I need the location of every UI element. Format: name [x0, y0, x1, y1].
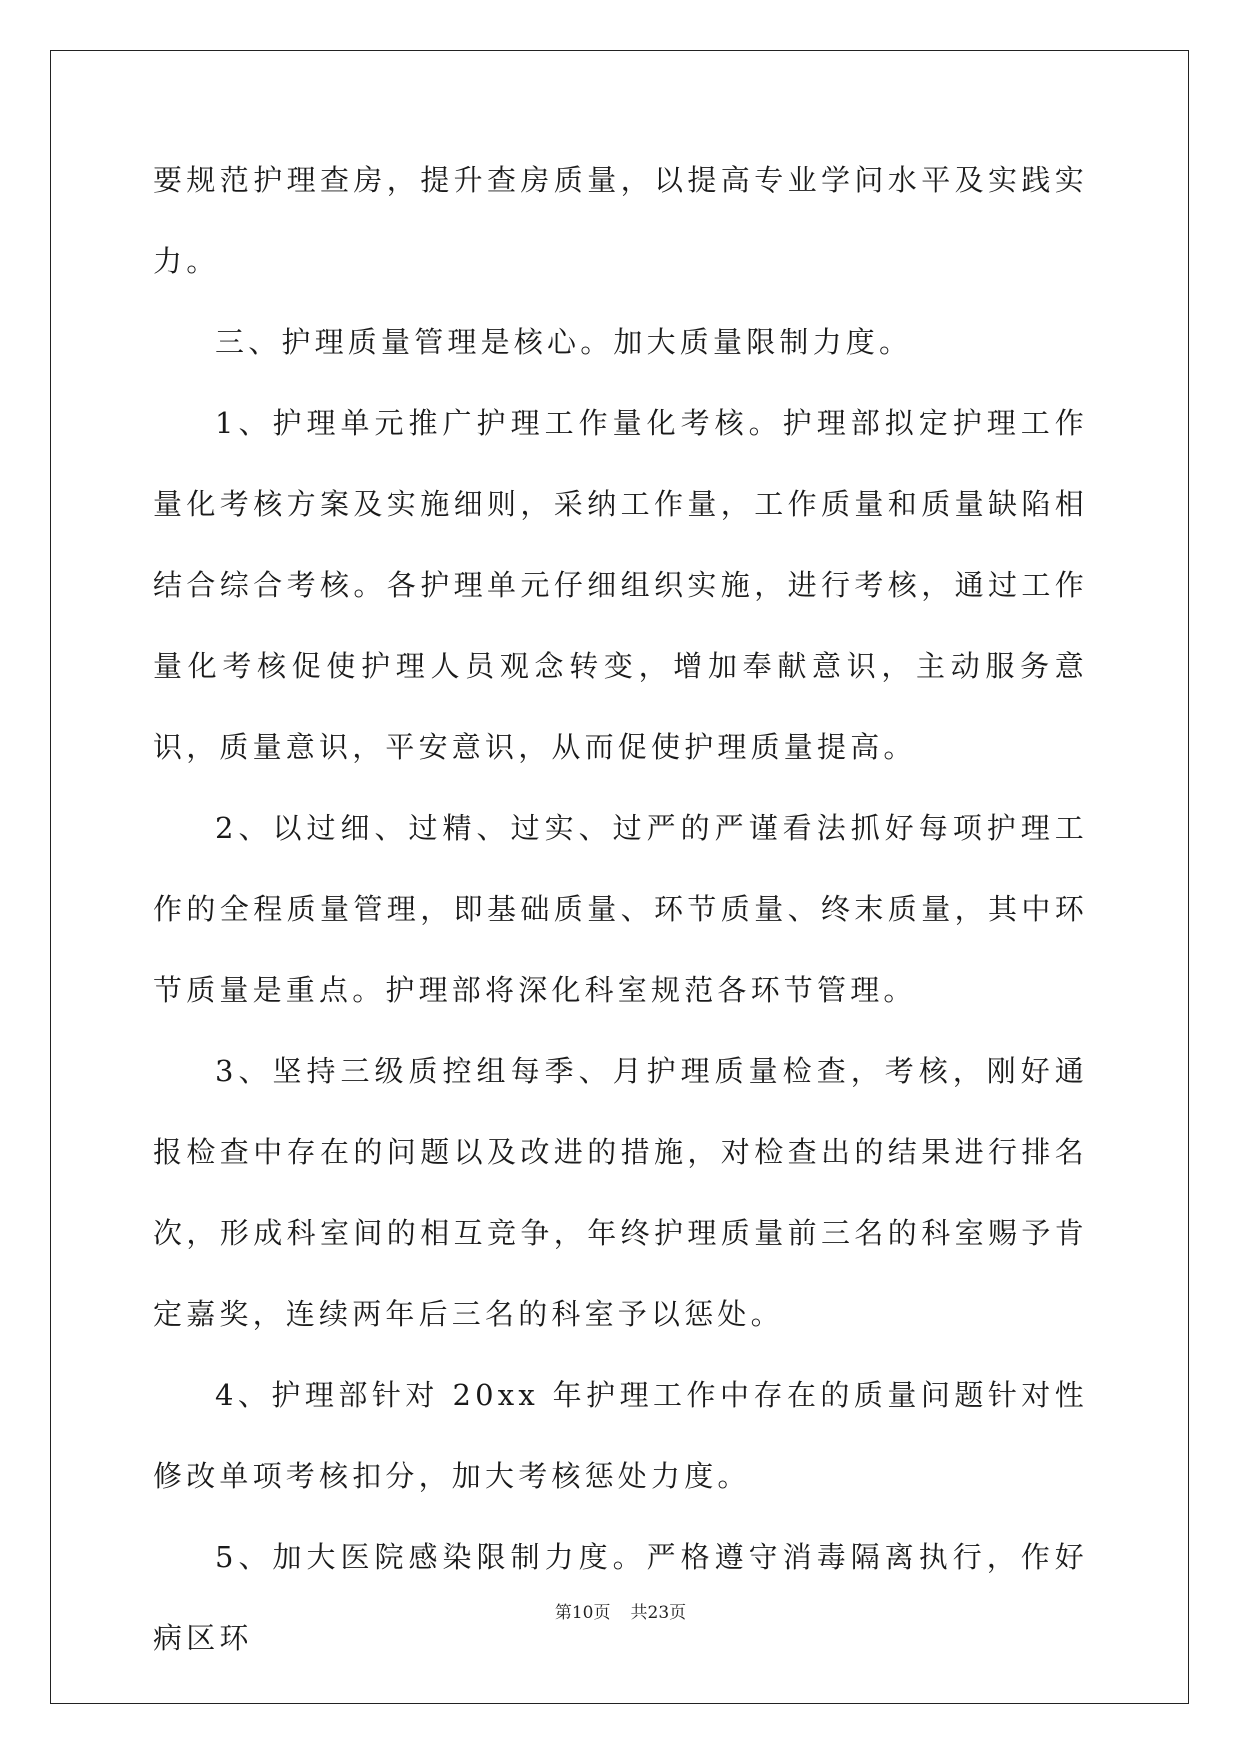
paragraph-1: 要规范护理查房，提升查房质量，以提高专业学问水平及实践实力。: [153, 163, 1088, 278]
paragraph-3: 1、护理单元推广护理工作量化考核。护理部拟定护理工作量化考核方案及实施细则，采纳工作量，工作质量和质量缺陷相结合综合考核。各护理单元仔细组织实施，进行考核，通过工作量化考核促使护理人员观念转变，增加奉献意识，主动服务意识，质量意识，平安意识，从而促使护理质量提高。: [153, 406, 1088, 764]
paragraph-2: 三、护理质量管理是核心。加大质量限制力度。: [215, 325, 913, 359]
page-footer: [0, 1601, 1241, 1625]
paragraph-7: 5、加大医院感染限制力度。严格遵守消毒隔离执行，作好病区环: [153, 1540, 1088, 1655]
paragraph-6: 4、护理部针对 20xx 年护理工作中存在的质量问题针对性修改单项考核扣分，加大考核惩处力度。: [153, 1378, 1088, 1493]
paragraph-4: 2、以过细、过精、过实、过严的严谨看法抓好每项护理工作的全程质量管理，即基础质量、环节质量、终末质量，其中环节质量是重点。护理部将深化科室规范各环节管理。: [153, 811, 1088, 1007]
current-page-number: 第10页: [554, 1603, 611, 1623]
document-body: [153, 140, 1088, 1679]
total-page-count: 共23页: [630, 1603, 687, 1623]
paragraph-5: 3、坚持三级质控组每季、月护理质量检查，考核，刚好通报检查中存在的问题以及改进的措施，对检查出的结果进行排名次，形成科室间的相互竞争，年终护理质量前三名的科室赐予肯定嘉奖，连续两年后三名的科室予以惩处。: [153, 1054, 1088, 1331]
